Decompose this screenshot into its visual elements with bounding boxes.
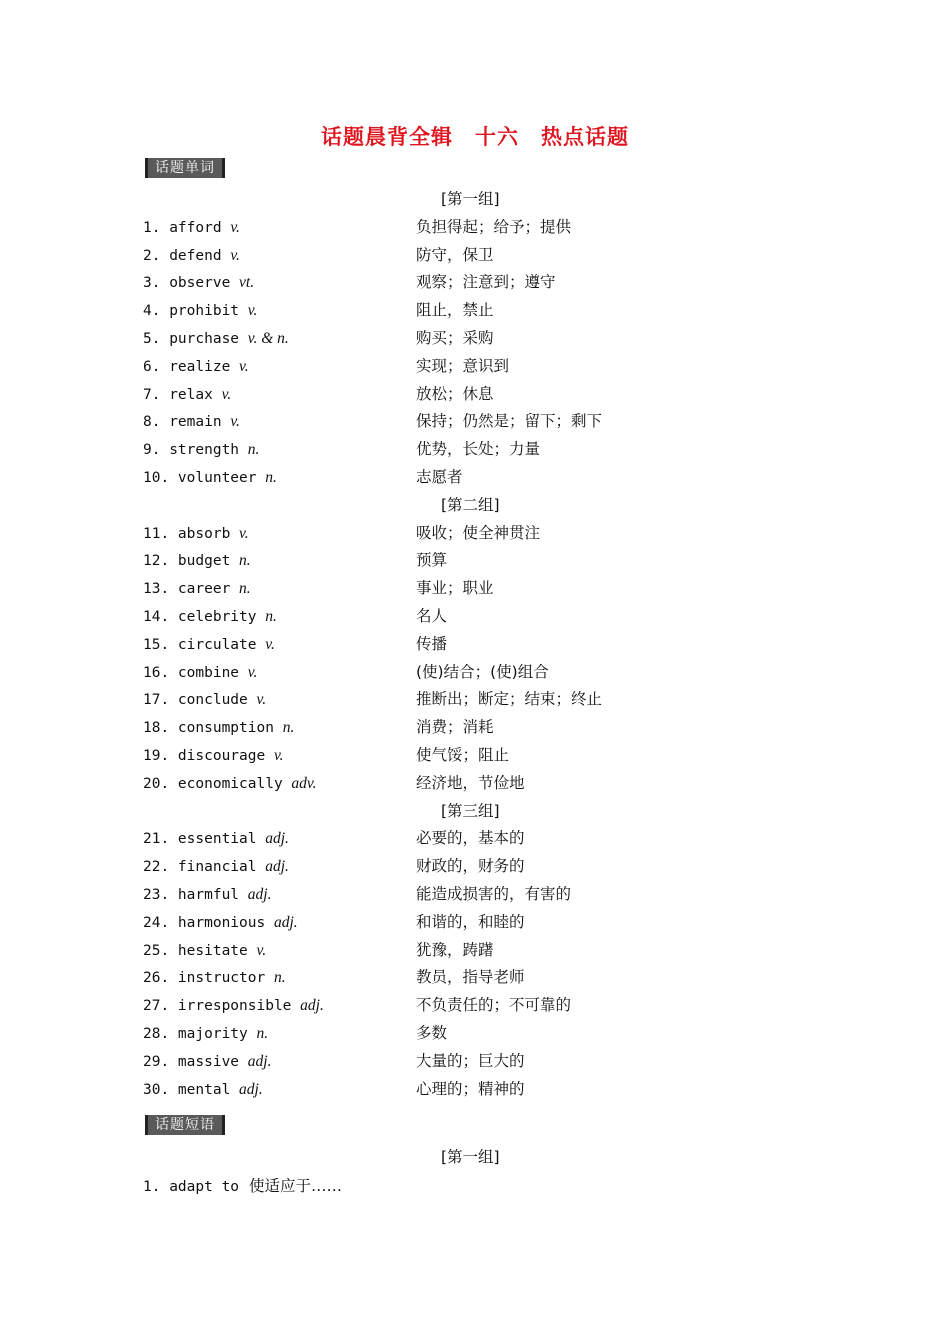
- word-row: [0, 770, 950, 798]
- page-title: 话题晨背全辑 十六 热点话题: [321, 125, 629, 149]
- word-pos: n.: [239, 552, 251, 570]
- word-row: [0, 659, 950, 687]
- word-zh: 事业；职业: [416, 579, 494, 598]
- word-zh: 保持；仍然是；留下；剩下: [416, 412, 603, 431]
- word-zh: 必要的，基本的: [416, 829, 525, 848]
- word-en: 12. budget n.: [143, 552, 251, 570]
- word-pos: v.: [239, 357, 249, 375]
- word-en: 21. essential adj.: [143, 830, 289, 848]
- word-zh: 消费；消耗: [416, 718, 494, 737]
- word-row: [0, 214, 950, 242]
- word-row: [0, 714, 950, 742]
- word-zh: 预算: [416, 551, 448, 570]
- word-pos: n.: [239, 580, 251, 598]
- word-en: 16. combine v.: [143, 663, 258, 681]
- word-pos: adv.: [291, 774, 317, 792]
- word-row: [0, 325, 950, 353]
- word-list: [0, 186, 950, 1103]
- word-zh: 志愿者: [416, 467, 463, 486]
- word-en: 9. strength n.: [143, 441, 260, 459]
- word-en: 2. defend v.: [143, 246, 240, 264]
- word-zh: 负担得起；给予；提供: [416, 217, 572, 236]
- word-row: [0, 464, 950, 492]
- word-en: 7. relax v.: [143, 385, 232, 403]
- word-row: [0, 1048, 950, 1076]
- word-row: [0, 964, 950, 992]
- word-en: 28. majority n.: [143, 1024, 269, 1042]
- word-row: [0, 1076, 950, 1104]
- word-zh: 经济地，节俭地: [416, 773, 525, 792]
- word-pos: n.: [256, 1024, 269, 1042]
- word-zh: 教员，指导老师: [416, 968, 525, 987]
- word-zh: 心理的；精神的: [416, 1079, 525, 1098]
- word-pos: v.: [247, 663, 258, 681]
- word-en: 18. consumption n.: [143, 719, 295, 737]
- word-en: 26. instructor n.: [143, 969, 286, 987]
- word-zh: 财政的，财务的: [416, 857, 525, 876]
- word-row: [0, 631, 950, 659]
- word-en: 17. conclude v.: [143, 691, 267, 709]
- word-pos: n.: [247, 441, 260, 459]
- word-en: 29. massive adj.: [143, 1052, 272, 1070]
- section-tag-phrases: 话题短语: [145, 1115, 225, 1135]
- word-en: 15. circulate v.: [143, 635, 275, 653]
- word-pos: v.: [256, 941, 267, 959]
- word-row: [0, 242, 950, 270]
- word-pos: adj.: [239, 1080, 263, 1098]
- word-pos: adj.: [273, 913, 298, 931]
- group-label-text: [第一组]: [441, 190, 500, 208]
- word-row: [0, 520, 950, 548]
- word-zh: 名人: [416, 606, 448, 625]
- word-row: [0, 909, 950, 937]
- phrase-zh: 使适应于……: [249, 1177, 343, 1195]
- word-row: [0, 881, 950, 909]
- word-row: [0, 381, 950, 409]
- word-zh: 使气馁；阻止: [416, 745, 510, 764]
- word-row: [0, 575, 950, 603]
- word-en: 6. realize v.: [143, 357, 249, 375]
- word-zh: 多数: [416, 1023, 448, 1042]
- word-row: [0, 353, 950, 381]
- word-en: 25. hesitate v.: [143, 941, 267, 959]
- word-zh: 犹豫，踌躇: [416, 940, 494, 959]
- word-zh: 传播: [416, 634, 448, 653]
- word-zh: 实现；意识到: [416, 356, 510, 375]
- word-pos: v.: [265, 635, 275, 653]
- word-pos: adj.: [247, 1052, 272, 1070]
- word-row: [0, 992, 950, 1020]
- word-en: 10. volunteer n.: [143, 468, 277, 486]
- word-zh: 防守，保卫: [416, 245, 494, 264]
- word-pos: vt.: [239, 274, 255, 292]
- word-pos: n.: [273, 969, 286, 987]
- word-pos: v.: [221, 385, 232, 403]
- word-zh: (使)结合；(使)组合: [416, 662, 549, 681]
- word-row: [0, 1020, 950, 1048]
- word-en: 19. discourage v.: [143, 746, 284, 764]
- word-en: 20. economically adv.: [143, 774, 317, 792]
- phrase-group-label: [第一组]: [441, 1148, 500, 1166]
- word-row: [0, 853, 950, 881]
- word-pos: v.: [230, 246, 240, 264]
- word-pos: adj.: [265, 858, 289, 876]
- word-row: [0, 297, 950, 325]
- word-pos: v.: [273, 746, 284, 764]
- word-zh: 观察；注意到；遵守: [416, 273, 556, 292]
- word-row: [0, 937, 950, 965]
- word-en: 23. harmful adj.: [143, 885, 272, 903]
- word-pos: v.: [239, 524, 249, 542]
- word-pos: adj.: [265, 830, 289, 848]
- group-label-text: [第三组]: [441, 801, 500, 820]
- phrase-en: 1. adapt to: [143, 1179, 240, 1195]
- word-pos: adj.: [247, 885, 272, 903]
- word-zh: 大量的；巨大的: [416, 1051, 525, 1070]
- word-en: 4. prohibit v.: [143, 302, 258, 320]
- word-zh: 购买；采购: [416, 328, 494, 347]
- word-row: [0, 742, 950, 770]
- word-row: [0, 686, 950, 714]
- group-label: [0, 798, 950, 826]
- group-label: [0, 492, 950, 520]
- word-en: 14. celebrity n.: [143, 607, 277, 625]
- word-zh: 推断出；断定；结束；终止: [416, 690, 603, 709]
- word-row: [0, 603, 950, 631]
- word-zh: 不负责任的；不可靠的: [416, 996, 572, 1015]
- word-row: [0, 269, 950, 297]
- word-row: [0, 825, 950, 853]
- word-zh: 和谐的，和睦的: [416, 912, 525, 931]
- word-pos: n.: [282, 719, 295, 737]
- word-row: [0, 408, 950, 436]
- section-tag-words: 话题单词: [145, 158, 225, 178]
- phrase-row: [143, 1174, 342, 1196]
- word-pos: adj.: [300, 997, 324, 1015]
- word-zh: 放松；休息: [416, 384, 494, 403]
- word-en: 30. mental adj.: [143, 1080, 263, 1098]
- group-label: [0, 186, 950, 214]
- word-en: 27. irresponsible adj.: [143, 997, 324, 1015]
- word-en: 1. afford v.: [143, 218, 240, 236]
- word-pos: v.: [230, 218, 240, 236]
- word-pos: n.: [265, 468, 277, 486]
- word-zh: 吸收；使全神贯注: [416, 523, 541, 542]
- word-pos: n.: [265, 607, 277, 625]
- word-en: 24. harmonious adj.: [143, 913, 298, 931]
- word-row: [0, 547, 950, 575]
- word-en: 11. absorb v.: [143, 524, 249, 542]
- word-en: 8. remain v.: [143, 413, 240, 431]
- word-en: 5. purchase v. & n.: [143, 329, 289, 347]
- word-pos: v.: [256, 691, 267, 709]
- word-en: 13. career n.: [143, 580, 251, 598]
- word-zh: 阻止，禁止: [416, 301, 494, 320]
- word-pos: v.: [230, 413, 240, 431]
- word-pos: v.: [247, 302, 258, 320]
- word-pos: v. & n.: [247, 329, 289, 347]
- word-row: [0, 436, 950, 464]
- word-zh: 能造成损害的，有害的: [416, 884, 572, 903]
- word-zh: 优势，长处；力量: [416, 440, 541, 459]
- word-en: 22. financial adj.: [143, 858, 289, 876]
- word-en: 3. observe vt.: [143, 274, 255, 292]
- group-label-text: [第二组]: [441, 495, 500, 514]
